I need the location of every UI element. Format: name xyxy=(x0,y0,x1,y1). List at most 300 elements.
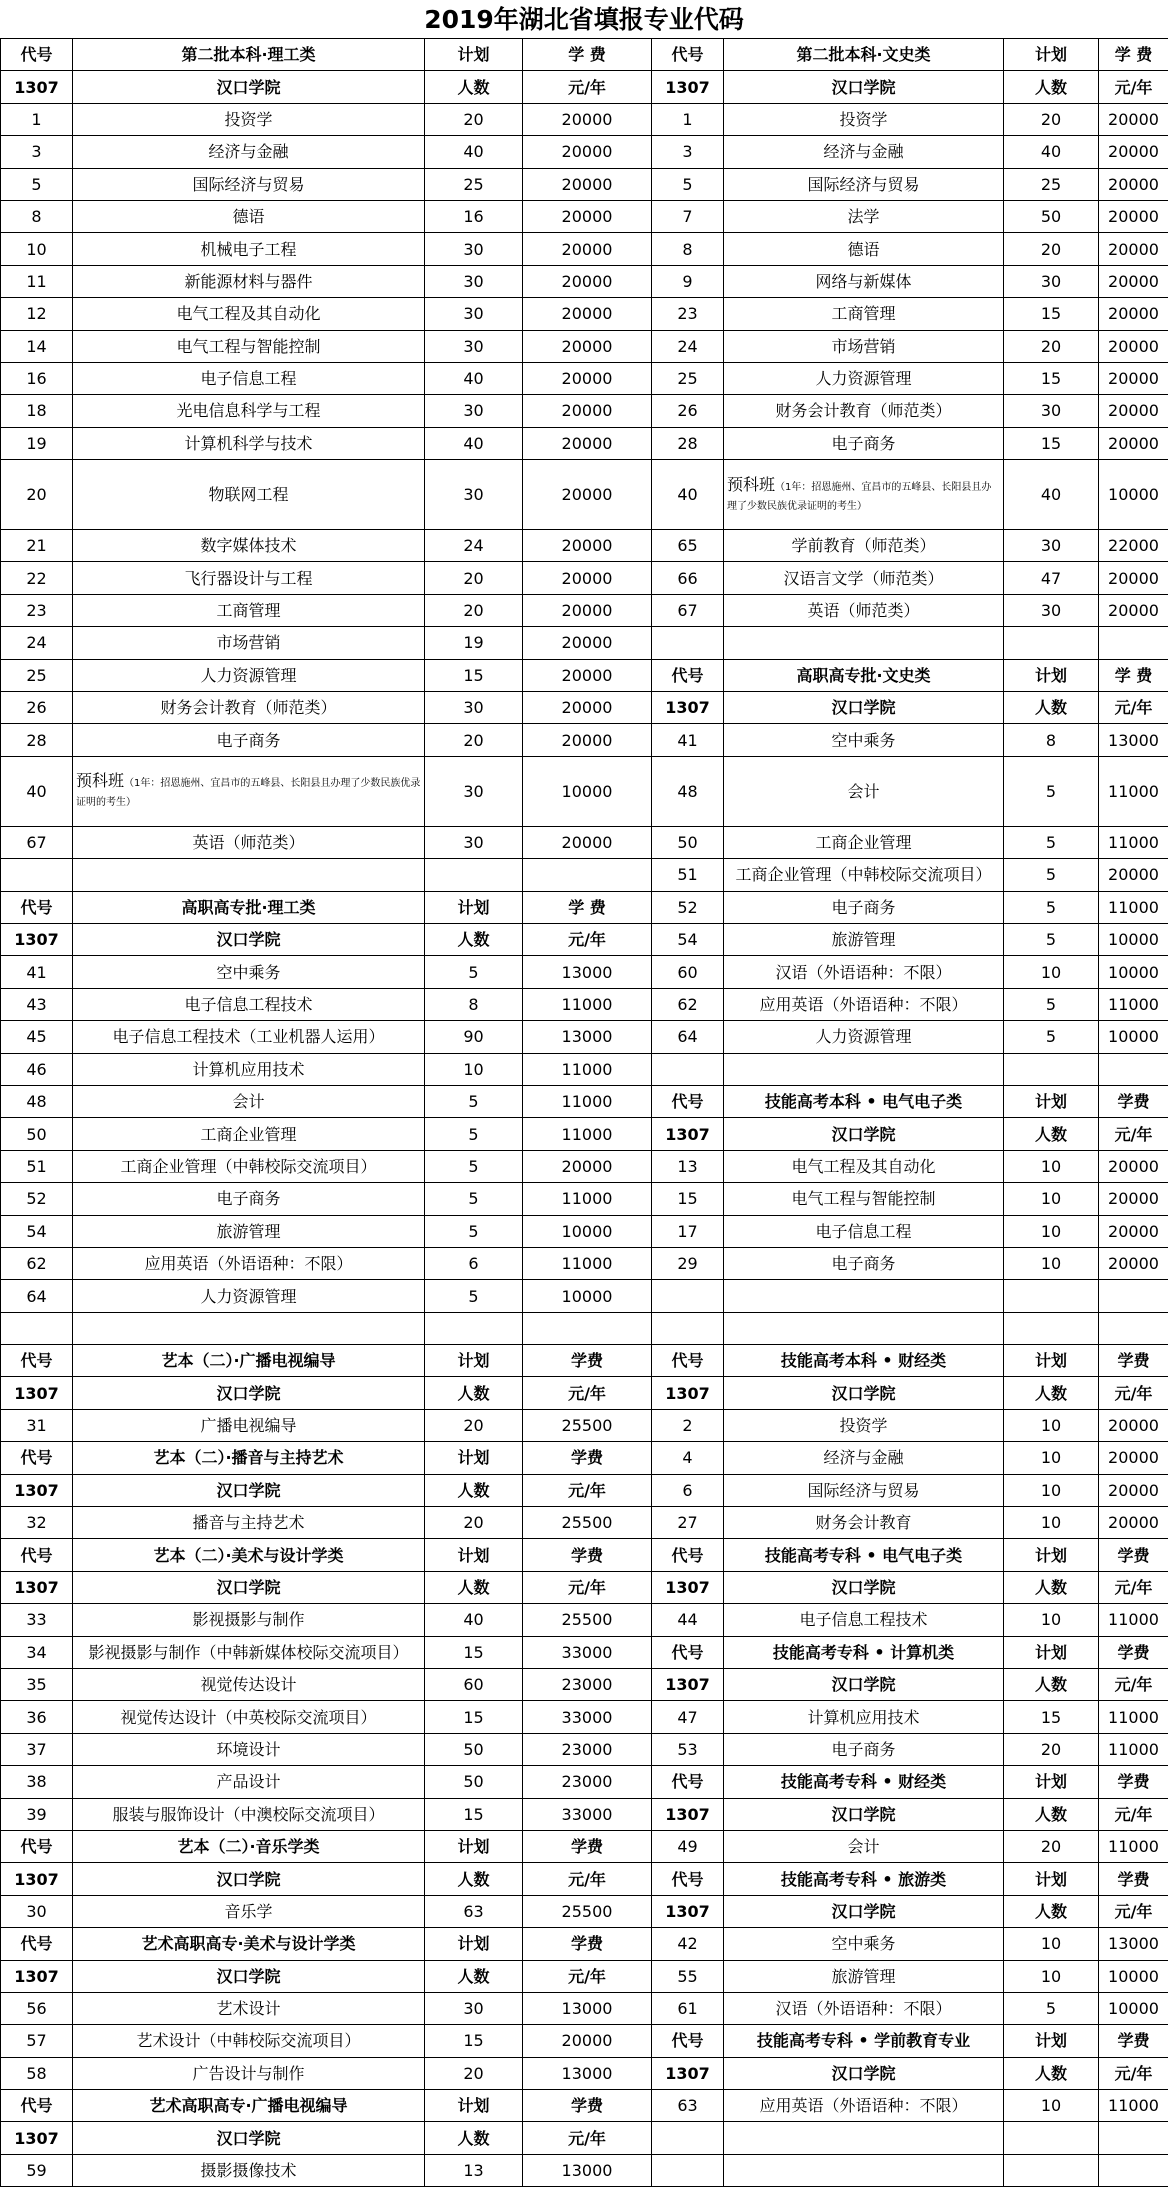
right-school-row-code-cell: 1307 xyxy=(652,692,724,724)
left-table-row-fee-cell: 20000 xyxy=(523,595,652,627)
right-empty-row-code-cell xyxy=(652,2155,724,2187)
left-school-row-name-cell: 汉口学院 xyxy=(73,2122,425,2154)
left-table-row-fee-cell: 20000 xyxy=(523,298,652,330)
left-section-header-plan-cell: 计划 xyxy=(425,892,523,924)
right-school-row-code-cell: 1307 xyxy=(652,1669,724,1701)
left-table-row-fee-cell: 20000 xyxy=(523,724,652,756)
left-section-header-fee-cell: 学费 xyxy=(523,1345,652,1377)
right-school-row-code-cell: 1307 xyxy=(652,71,724,103)
right-school-row-plan-cell: 人数 xyxy=(1004,1669,1099,1701)
left-table-row-name-cell: 经济与金融 xyxy=(73,136,425,168)
left-table-row-name-cell xyxy=(73,757,425,827)
right-section-header-code-cell: 代号 xyxy=(652,1637,724,1669)
right-school-row-fee-cell: 元/年 xyxy=(1099,692,1168,724)
right-table-row-fee-cell: 20000 xyxy=(1099,1216,1168,1248)
left-table-row-code-cell: 48 xyxy=(1,1086,73,1118)
right-table-row-fee-cell: 20000 xyxy=(1099,363,1168,395)
left-school-row-name-cell: 汉口学院 xyxy=(73,1961,425,1993)
right-section-header-code-cell: 代号 xyxy=(652,1539,724,1571)
right-school-row-code-cell: 1307 xyxy=(652,1377,724,1409)
left-table-row-plan-cell: 13 xyxy=(425,2155,523,2187)
right-table-row-plan-cell: 47 xyxy=(1004,562,1099,594)
left-table-row-fee-cell: 20000 xyxy=(523,692,652,724)
left-table-row-code-cell: 28 xyxy=(1,724,73,756)
right-empty-row-name-cell xyxy=(724,2122,1004,2154)
left-table-row-plan-cell: 20 xyxy=(425,562,523,594)
left-table-row-fee-cell: 23000 xyxy=(523,1734,652,1766)
right-empty-row-plan-cell xyxy=(1004,2155,1099,2187)
left-table-row-fee-cell: 33000 xyxy=(523,1701,652,1733)
left-table-row-code-cell: 37 xyxy=(1,1734,73,1766)
right-table-row-name-cell: 应用英语（外语语种：不限） xyxy=(724,989,1004,1021)
left-section-header-plan-cell: 计划 xyxy=(425,1831,523,1863)
right-table-row-plan-cell: 10 xyxy=(1004,1507,1099,1539)
prep-class-label: 预科班 xyxy=(727,474,776,494)
right-table-row-plan-cell: 10 xyxy=(1004,1442,1099,1474)
right-empty-row-fee-cell xyxy=(1099,627,1168,659)
left-table-row-fee-cell: 33000 xyxy=(523,1637,652,1669)
left-table-row-plan-cell: 30 xyxy=(425,233,523,265)
left-table-row-fee-cell: 20000 xyxy=(523,562,652,594)
right-table-row-code-cell: 51 xyxy=(652,859,724,891)
right-table-row-code-cell: 23 xyxy=(652,298,724,330)
right-table-row-code-cell: 54 xyxy=(652,924,724,956)
left-empty-row-code-cell xyxy=(1,859,73,891)
left-table-row-plan-cell: 30 xyxy=(425,757,523,827)
right-table-row-plan-cell: 10 xyxy=(1004,1248,1099,1280)
left-table-row-fee-cell: 20000 xyxy=(523,395,652,427)
left-section-header-name-cell: 第二批本科·理工类 xyxy=(73,39,425,71)
left-table-row-fee-cell: 20000 xyxy=(523,363,652,395)
right-table-row-name-cell: 德语 xyxy=(724,233,1004,265)
right-table-row-fee-cell: 20000 xyxy=(1099,395,1168,427)
left-prep-class-text xyxy=(76,772,421,810)
right-empty-row-fee-cell xyxy=(1099,1313,1168,1345)
left-table-row-name-cell: 人力资源管理 xyxy=(73,1280,425,1312)
left-school-row-code-cell: 1307 xyxy=(1,1475,73,1507)
right-empty-row-plan-cell xyxy=(1004,1313,1099,1345)
right-table-row-fee-cell: 13000 xyxy=(1099,724,1168,756)
right-school-row-fee-cell: 元/年 xyxy=(1099,71,1168,103)
left-table-row-fee-cell: 20000 xyxy=(523,266,652,298)
left-table-row-name-cell: 空中乘务 xyxy=(73,956,425,988)
left-school-row-name-cell: 汉口学院 xyxy=(73,1377,425,1409)
left-table-row-name-cell: 国际经济与贸易 xyxy=(73,169,425,201)
right-table-row-code-cell: 4 xyxy=(652,1442,724,1474)
left-table-row-plan-cell: 90 xyxy=(425,1021,523,1053)
left-school-row-fee-cell: 元/年 xyxy=(523,1961,652,1993)
left-table-row-plan-cell: 15 xyxy=(425,1637,523,1669)
right-empty-row-code-cell xyxy=(652,2122,724,2154)
right-table-row-plan-cell: 10 xyxy=(1004,1410,1099,1442)
left-table-row-plan-cell: 15 xyxy=(425,660,523,692)
left-table-row-name-cell: 工商管理 xyxy=(73,595,425,627)
right-table-row-code-cell: 27 xyxy=(652,1507,724,1539)
right-table-row-code-cell: 53 xyxy=(652,1734,724,1766)
left-school-row-name-cell: 汉口学院 xyxy=(73,71,425,103)
right-section-header-plan-cell: 计划 xyxy=(1004,2025,1099,2057)
left-school-row-code-cell: 1307 xyxy=(1,2122,73,2154)
right-table-row-code-cell: 49 xyxy=(652,1831,724,1863)
right-table-row-code-cell: 5 xyxy=(652,169,724,201)
right-table-row-code-cell: 29 xyxy=(652,1248,724,1280)
right-table-row-plan-cell: 5 xyxy=(1004,924,1099,956)
right-table-row-plan-cell: 30 xyxy=(1004,395,1099,427)
right-school-row-plan-cell: 人数 xyxy=(1004,1896,1099,1928)
left-table-row-fee-cell: 20000 xyxy=(523,627,652,659)
right-table-row-name-cell: 财务会计教育（师范类） xyxy=(724,395,1004,427)
right-section-header-fee-cell: 学 费 xyxy=(1099,39,1168,71)
left-table-row-name-cell: 电子信息工程技术（工业机器人运用） xyxy=(73,1021,425,1053)
right-table-row-code-cell: 17 xyxy=(652,1216,724,1248)
right-table-row-plan-cell: 10 xyxy=(1004,1183,1099,1215)
left-table-row-plan-cell: 30 xyxy=(425,331,523,363)
left-table-row-code-cell: 39 xyxy=(1,1799,73,1831)
right-school-row-code-cell: 1307 xyxy=(652,1799,724,1831)
left-table-row-code-cell: 64 xyxy=(1,1280,73,1312)
left-table-row-name-cell: 人力资源管理 xyxy=(73,660,425,692)
left-table-row-code-cell: 46 xyxy=(1,1054,73,1086)
right-table-row-name-cell: 电子商务 xyxy=(724,1248,1004,1280)
right-school-row-fee-cell: 元/年 xyxy=(1099,2058,1168,2090)
right-prep-class-text xyxy=(727,476,1000,514)
right-table-row-plan-cell: 50 xyxy=(1004,201,1099,233)
right-table-row-code-cell: 3 xyxy=(652,136,724,168)
left-school-row-name-cell: 汉口学院 xyxy=(73,1572,425,1604)
left-table-row-code-cell: 19 xyxy=(1,428,73,460)
right-table-row-plan-cell: 10 xyxy=(1004,2090,1099,2122)
left-table-row-fee-cell: 20000 xyxy=(523,201,652,233)
left-section-header-name-cell: 艺本（二）·音乐学类 xyxy=(73,1831,425,1863)
right-table-row-fee-cell: 10000 xyxy=(1099,1961,1168,1993)
right-table-row-fee-cell: 20000 xyxy=(1099,331,1168,363)
right-table-row-code-cell: 1 xyxy=(652,104,724,136)
left-table-row-fee-cell: 11000 xyxy=(523,1118,652,1150)
right-table-row-name-cell: 空中乘务 xyxy=(724,1928,1004,1960)
left-school-row-code-cell: 1307 xyxy=(1,71,73,103)
left-table-row-fee-cell: 33000 xyxy=(523,1799,652,1831)
right-school-row-fee-cell: 元/年 xyxy=(1099,1377,1168,1409)
left-section-header-code-cell: 代号 xyxy=(1,1345,73,1377)
left-empty-row-code-cell xyxy=(1,1313,73,1345)
right-table-row-code-cell: 52 xyxy=(652,892,724,924)
right-school-row-fee-cell: 元/年 xyxy=(1099,1572,1168,1604)
left-section-header-fee-cell: 学 费 xyxy=(523,892,652,924)
right-empty-row-code-cell xyxy=(652,1054,724,1086)
right-section-header-code-cell: 代号 xyxy=(652,2025,724,2057)
left-section-header-fee-cell: 学费 xyxy=(523,2090,652,2122)
right-section-header-name-cell: 技能高考专科 • 电气电子类 xyxy=(724,1539,1004,1571)
left-table-row-name-cell: 德语 xyxy=(73,201,425,233)
left-table-row-fee-cell: 11000 xyxy=(523,1248,652,1280)
left-table-row-code-cell: 25 xyxy=(1,660,73,692)
left-table-row-code-cell: 62 xyxy=(1,1248,73,1280)
right-section-header-name-cell: 技能高考专科 • 财经类 xyxy=(724,1766,1004,1798)
right-table-row-fee-cell: 10000 xyxy=(1099,956,1168,988)
left-table-row-fee-cell: 25500 xyxy=(523,1604,652,1636)
left-table-row-name-cell: 机械电子工程 xyxy=(73,233,425,265)
right-table-row-name-cell: 国际经济与贸易 xyxy=(724,1475,1004,1507)
right-table-row-fee-cell: 10000 xyxy=(1099,460,1168,530)
left-empty-row-name-cell xyxy=(73,859,425,891)
right-empty-row-fee-cell xyxy=(1099,2122,1168,2154)
left-table-row-fee-cell: 20000 xyxy=(523,428,652,460)
right-section-header-name-cell: 技能高考专科 • 计算机类 xyxy=(724,1637,1004,1669)
right-table-row-name-cell: 旅游管理 xyxy=(724,924,1004,956)
right-table-row-code-cell: 66 xyxy=(652,562,724,594)
page-title: 2019年湖北省填报专业代码 xyxy=(424,5,744,34)
right-school-row-name-cell: 汉口学院 xyxy=(724,1377,1004,1409)
left-school-row-code-cell: 1307 xyxy=(1,1377,73,1409)
left-table-row-name-cell: 新能源材料与器件 xyxy=(73,266,425,298)
right-table-row-name-cell: 工商企业管理 xyxy=(724,827,1004,859)
right-empty-row-name-cell xyxy=(724,1054,1004,1086)
right-school-row-code-cell: 1307 xyxy=(652,1896,724,1928)
left-school-row-name-cell: 汉口学院 xyxy=(73,1475,425,1507)
right-table-row-name-cell: 经济与金融 xyxy=(724,136,1004,168)
left-section-header-name-cell: 艺本（二）·美术与设计学类 xyxy=(73,1539,425,1571)
left-table-row-code-cell: 36 xyxy=(1,1701,73,1733)
left-table-row-plan-cell: 5 xyxy=(425,1151,523,1183)
right-table-row-plan-cell: 5 xyxy=(1004,757,1099,827)
right-table-row-name-cell: 电气工程与智能控制 xyxy=(724,1183,1004,1215)
left-table-row-code-cell: 24 xyxy=(1,627,73,659)
left-table-row-code-cell: 12 xyxy=(1,298,73,330)
major-code-table xyxy=(0,38,1168,2187)
right-table-row-plan-cell: 30 xyxy=(1004,595,1099,627)
right-section-header-fee-cell: 学费 xyxy=(1099,1863,1168,1895)
left-table-row-fee-cell: 13000 xyxy=(523,2058,652,2090)
right-school-row-code-cell: 1307 xyxy=(652,1118,724,1150)
left-table-row-code-cell: 43 xyxy=(1,989,73,1021)
right-table-row-code-cell: 40 xyxy=(652,460,724,530)
right-school-row-plan-cell: 人数 xyxy=(1004,1377,1099,1409)
left-table-row-fee-cell: 25500 xyxy=(523,1507,652,1539)
left-table-row-name-cell: 财务会计教育（师范类） xyxy=(73,692,425,724)
right-table-row-fee-cell: 20000 xyxy=(1099,136,1168,168)
right-table-row-fee-cell: 20000 xyxy=(1099,233,1168,265)
right-table-row-name-cell: 电气工程及其自动化 xyxy=(724,1151,1004,1183)
left-table-row-plan-cell: 5 xyxy=(425,956,523,988)
left-table-row-plan-cell: 30 xyxy=(425,692,523,724)
left-table-row-fee-cell: 20000 xyxy=(523,169,652,201)
left-table-row-name-cell: 电子信息工程 xyxy=(73,363,425,395)
left-table-row-plan-cell: 40 xyxy=(425,363,523,395)
left-table-row-name-cell: 工商企业管理 xyxy=(73,1118,425,1150)
left-table-row-code-cell: 54 xyxy=(1,1216,73,1248)
left-table-row-fee-cell: 11000 xyxy=(523,1054,652,1086)
right-table-row-plan-cell: 30 xyxy=(1004,530,1099,562)
right-school-row-name-cell: 汉口学院 xyxy=(724,1799,1004,1831)
right-table-row-plan-cell: 40 xyxy=(1004,460,1099,530)
right-section-header-name-cell: 技能高考专科 • 旅游类 xyxy=(724,1863,1004,1895)
right-school-row-plan-cell: 人数 xyxy=(1004,1572,1099,1604)
left-table-row-fee-cell: 10000 xyxy=(523,1280,652,1312)
right-section-header-plan-cell: 计划 xyxy=(1004,39,1099,71)
left-table-row-plan-cell: 30 xyxy=(425,460,523,530)
left-table-row-code-cell: 35 xyxy=(1,1669,73,1701)
left-section-header-plan-cell: 计划 xyxy=(425,2090,523,2122)
left-table-row-fee-cell: 20000 xyxy=(523,660,652,692)
right-table-row-name-cell: 汉语（外语语种：不限） xyxy=(724,1993,1004,2025)
left-school-row-name-cell: 汉口学院 xyxy=(73,924,425,956)
left-table-row-code-cell: 52 xyxy=(1,1183,73,1215)
right-table-row-fee-cell: 20000 xyxy=(1099,1151,1168,1183)
left-section-header-fee-cell: 学费 xyxy=(523,1442,652,1474)
right-table-row-name-cell xyxy=(724,460,1004,530)
left-empty-row-fee-cell xyxy=(523,1313,652,1345)
right-empty-row-fee-cell xyxy=(1099,1280,1168,1312)
right-table-row-fee-cell: 10000 xyxy=(1099,1021,1168,1053)
left-table-row-name-cell: 电子商务 xyxy=(73,1183,425,1215)
left-table-row-code-cell: 22 xyxy=(1,562,73,594)
left-table-row-code-cell: 14 xyxy=(1,331,73,363)
right-table-row-name-cell: 投资学 xyxy=(724,1410,1004,1442)
left-table-row-name-cell: 摄影摄像技术 xyxy=(73,2155,425,2187)
right-empty-row-name-cell xyxy=(724,2155,1004,2187)
left-section-header-plan-cell: 计划 xyxy=(425,1539,523,1571)
left-table-row-code-cell: 33 xyxy=(1,1604,73,1636)
left-school-row-plan-cell: 人数 xyxy=(425,71,523,103)
left-school-row-code-cell: 1307 xyxy=(1,1863,73,1895)
left-table-row-code-cell: 57 xyxy=(1,2025,73,2057)
right-table-row-plan-cell: 5 xyxy=(1004,1021,1099,1053)
right-table-row-fee-cell: 20000 xyxy=(1099,169,1168,201)
right-table-row-fee-cell: 20000 xyxy=(1099,1248,1168,1280)
right-table-row-plan-cell: 10 xyxy=(1004,1928,1099,1960)
left-table-row-code-cell: 3 xyxy=(1,136,73,168)
right-school-row-fee-cell: 元/年 xyxy=(1099,1669,1168,1701)
right-table-row-fee-cell: 11000 xyxy=(1099,2090,1168,2122)
left-table-row-name-cell: 电气工程及其自动化 xyxy=(73,298,425,330)
right-table-row-fee-cell: 13000 xyxy=(1099,1928,1168,1960)
right-table-row-fee-cell: 20000 xyxy=(1099,1507,1168,1539)
right-table-row-name-cell: 电子信息工程 xyxy=(724,1216,1004,1248)
right-empty-row-name-cell xyxy=(724,1313,1004,1345)
right-table-row-plan-cell: 20 xyxy=(1004,1734,1099,1766)
right-table-row-plan-cell: 5 xyxy=(1004,859,1099,891)
right-section-header-fee-cell: 学费 xyxy=(1099,1637,1168,1669)
right-table-row-name-cell: 应用英语（外语语种：不限） xyxy=(724,2090,1004,2122)
left-table-row-plan-cell: 10 xyxy=(425,1054,523,1086)
left-table-row-name-cell: 视觉传达设计（中英校际交流项目） xyxy=(73,1701,425,1733)
right-table-row-plan-cell: 10 xyxy=(1004,956,1099,988)
left-table-row-name-cell: 艺术设计 xyxy=(73,1993,425,2025)
right-section-header-plan-cell: 计划 xyxy=(1004,1539,1099,1571)
left-table-row-plan-cell: 30 xyxy=(425,298,523,330)
right-table-row-plan-cell: 20 xyxy=(1004,331,1099,363)
right-school-row-fee-cell: 元/年 xyxy=(1099,1896,1168,1928)
right-table-row-fee-cell: 20000 xyxy=(1099,104,1168,136)
right-table-row-code-cell: 28 xyxy=(652,428,724,460)
right-table-row-fee-cell: 11000 xyxy=(1099,1734,1168,1766)
right-empty-row-plan-cell xyxy=(1004,1054,1099,1086)
left-empty-row-name-cell xyxy=(73,1313,425,1345)
left-table-row-code-cell: 11 xyxy=(1,266,73,298)
right-table-row-fee-cell: 11000 xyxy=(1099,989,1168,1021)
right-school-row-code-cell: 1307 xyxy=(652,2058,724,2090)
right-school-row-plan-cell: 人数 xyxy=(1004,1118,1099,1150)
left-table-row-plan-cell: 30 xyxy=(425,1993,523,2025)
left-table-row-name-cell: 投资学 xyxy=(73,104,425,136)
left-table-row-name-cell: 影视摄影与制作 xyxy=(73,1604,425,1636)
right-table-row-name-cell: 旅游管理 xyxy=(724,1961,1004,1993)
left-section-header-plan-cell: 计划 xyxy=(425,1442,523,1474)
left-table-row-name-cell: 物联网工程 xyxy=(73,460,425,530)
right-table-row-code-cell: 61 xyxy=(652,1993,724,2025)
right-table-row-code-cell: 24 xyxy=(652,331,724,363)
left-table-row-plan-cell: 19 xyxy=(425,627,523,659)
right-table-row-fee-cell: 11000 xyxy=(1099,1831,1168,1863)
left-school-row-code-cell: 1307 xyxy=(1,1572,73,1604)
left-table-row-plan-cell: 20 xyxy=(425,724,523,756)
left-table-row-plan-cell: 15 xyxy=(425,1799,523,1831)
right-table-row-name-cell: 空中乘务 xyxy=(724,724,1004,756)
left-section-header-plan-cell: 计划 xyxy=(425,39,523,71)
left-table-row-name-cell: 电子商务 xyxy=(73,724,425,756)
right-section-header-code-cell: 代号 xyxy=(652,1766,724,1798)
right-section-header-plan-cell: 计划 xyxy=(1004,1345,1099,1377)
left-table-row-plan-cell: 20 xyxy=(425,2058,523,2090)
right-school-row-name-cell: 汉口学院 xyxy=(724,692,1004,724)
right-table-row-plan-cell: 30 xyxy=(1004,266,1099,298)
left-table-row-fee-cell: 13000 xyxy=(523,2155,652,2187)
left-school-row-plan-cell: 人数 xyxy=(425,1475,523,1507)
right-table-row-code-cell: 65 xyxy=(652,530,724,562)
right-table-row-fee-cell: 20000 xyxy=(1099,859,1168,891)
left-table-row-fee-cell: 23000 xyxy=(523,1766,652,1798)
left-table-row-name-cell: 市场营销 xyxy=(73,627,425,659)
right-table-row-fee-cell: 20000 xyxy=(1099,562,1168,594)
left-table-row-name-cell: 工商企业管理（中韩校际交流项目） xyxy=(73,1151,425,1183)
right-table-row-name-cell: 工商企业管理（中韩校际交流项目） xyxy=(724,859,1004,891)
left-table-row-name-cell: 计算机科学与技术 xyxy=(73,428,425,460)
right-section-header-plan-cell: 计划 xyxy=(1004,1766,1099,1798)
right-school-row-plan-cell: 人数 xyxy=(1004,2058,1099,2090)
left-table-row-code-cell: 59 xyxy=(1,2155,73,2187)
right-table-row-fee-cell: 20000 xyxy=(1099,595,1168,627)
left-section-header-code-cell: 代号 xyxy=(1,892,73,924)
right-table-row-code-cell: 8 xyxy=(652,233,724,265)
left-school-row-fee-cell: 元/年 xyxy=(523,1377,652,1409)
left-table-row-name-cell: 旅游管理 xyxy=(73,1216,425,1248)
right-school-row-name-cell: 汉口学院 xyxy=(724,1896,1004,1928)
right-school-row-name-cell: 汉口学院 xyxy=(724,1669,1004,1701)
right-table-row-plan-cell: 15 xyxy=(1004,428,1099,460)
right-school-row-plan-cell: 人数 xyxy=(1004,692,1099,724)
left-table-row-name-cell: 广告设计与制作 xyxy=(73,2058,425,2090)
left-section-header-code-cell: 代号 xyxy=(1,2090,73,2122)
left-table-row-plan-cell: 24 xyxy=(425,530,523,562)
left-table-row-code-cell: 30 xyxy=(1,1896,73,1928)
right-empty-row-plan-cell xyxy=(1004,2122,1099,2154)
right-table-row-fee-cell: 10000 xyxy=(1099,924,1168,956)
left-table-row-plan-cell: 8 xyxy=(425,989,523,1021)
right-section-header-name-cell: 技能高考本科 • 财经类 xyxy=(724,1345,1004,1377)
left-table-row-code-cell: 23 xyxy=(1,595,73,627)
right-section-header-plan-cell: 计划 xyxy=(1004,1086,1099,1118)
left-table-row-plan-cell: 5 xyxy=(425,1216,523,1248)
right-empty-row-code-cell xyxy=(652,1280,724,1312)
right-table-row-plan-cell: 20 xyxy=(1004,233,1099,265)
left-table-row-plan-cell: 15 xyxy=(425,1701,523,1733)
left-table-row-code-cell: 34 xyxy=(1,1637,73,1669)
right-section-header-name-cell: 技能高考本科 • 电气电子类 xyxy=(724,1086,1004,1118)
right-table-row-name-cell: 汉语（外语语种：不限） xyxy=(724,956,1004,988)
right-table-row-fee-cell: 11000 xyxy=(1099,1604,1168,1636)
left-table-row-plan-cell: 30 xyxy=(425,395,523,427)
left-school-row-fee-cell: 元/年 xyxy=(523,1863,652,1895)
